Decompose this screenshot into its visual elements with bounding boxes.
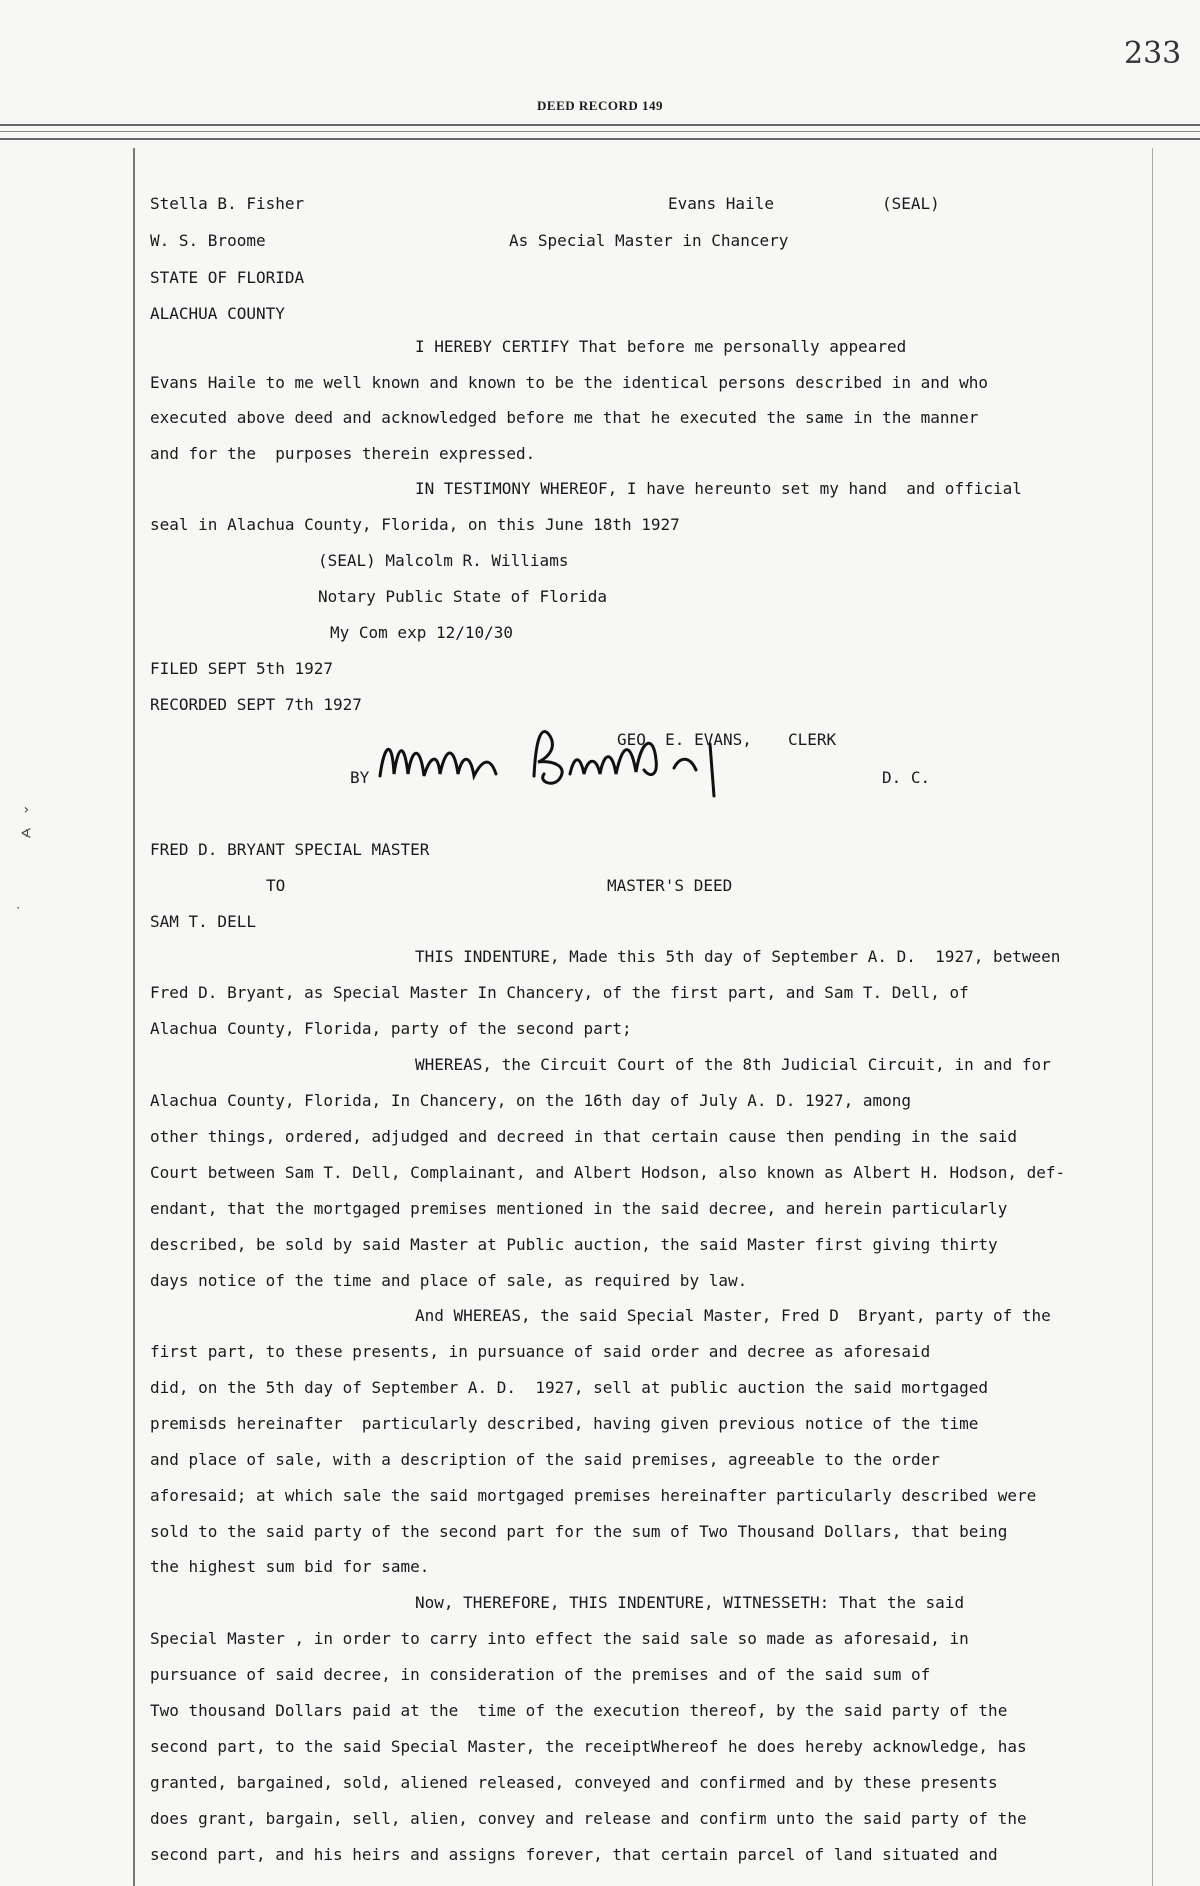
header-rule-middle	[0, 131, 1200, 132]
deed-text-line: the highest sum bid for same.	[150, 1557, 430, 1576]
deed-text-line: and for the purposes therein expressed.	[150, 444, 536, 463]
deed-text-line: SAM T. DELL	[150, 912, 256, 931]
deed-text-line: Notary Public State of Florida	[318, 587, 607, 606]
deed-text-line: W. S. Broome	[150, 231, 266, 250]
deed-text-line: first part, to these presents, in pursuance of said order and decree as aforesaid	[150, 1342, 931, 1361]
deed-text-line: executed above deed and acknowledged before me that he executed the same in the manner	[150, 408, 979, 427]
deed-text-line: FILED SEPT 5th 1927	[150, 659, 334, 678]
deed-text-line: described, be sold by said Master at Public auction, the said Master first giving thirty	[150, 1235, 998, 1254]
record-book-title: DEED RECORD 149	[537, 98, 663, 113]
deed-text-line: Now, THEREFORE, THIS INDENTURE, WITNESSETH: That the said	[415, 1593, 965, 1612]
deed-text-line: Alachua County, Florida, party of the second part;	[150, 1019, 632, 1038]
deed-text-line: THIS INDENTURE, Made this 5th day of September A. D. 1927, between	[415, 947, 1061, 966]
deed-text-line: second part, to the said Special Master, the receiptWhereof he does hereby acknowledge, has	[150, 1737, 1027, 1756]
deed-text-line: IN TESTIMONY WHEREOF, I have hereunto set my hand and official	[415, 479, 1022, 498]
deed-text-line: TO	[266, 876, 286, 895]
header-rule-bottom	[0, 138, 1200, 140]
deed-text-line: pursuance of said decree, in consideration of the premises and of the said sum of	[150, 1665, 931, 1684]
deed-text-line: I HEREBY CERTIFY That before me personally appeared	[415, 337, 907, 356]
margin-mark: ˙	[14, 906, 23, 922]
deed-text-line: As Special Master in Chancery	[509, 231, 789, 250]
margin-mark: ›	[22, 802, 31, 818]
deed-text-line: Alachua County, Florida, In Chancery, on the 16th day of July A. D. 1927, among	[150, 1091, 911, 1110]
left-margin-rule	[133, 148, 135, 1886]
right-margin-rule	[1152, 148, 1153, 1886]
deed-text-line: Fred D. Bryant, as Special Master In Chancery, of the first part, and Sam T. Dell, of	[150, 983, 969, 1002]
deed-text-line: aforesaid; at which sale the said mortgaged premises hereinafter particularly described were	[150, 1486, 1037, 1505]
deed-text-line: MASTER'S DEED	[607, 876, 733, 895]
deed-text-line: Stella B. Fisher	[150, 194, 305, 213]
deed-text-line: And WHEREAS, the said Special Master, Fred D Bryant, party of the	[415, 1306, 1051, 1325]
deed-text-line: RECORDED SEPT 7th 1927	[150, 695, 362, 714]
deed-text-line: premisds hereinafter particularly described, having given previous notice of the time	[150, 1414, 979, 1433]
deed-text-line: and place of sale, with a description of the said premises, agreeable to the order	[150, 1450, 940, 1469]
deed-text-line: sold to the said party of the second part for the sum of Two Thousand Dollars, that being	[150, 1522, 1008, 1541]
deed-text-line: Evans Haile	[668, 194, 774, 213]
deed-text-line: second part, and his heirs and assigns forever, that certain parcel of land situated and	[150, 1845, 998, 1864]
deed-text-line: does grant, bargain, sell, alien, convey and release and confirm unto the said party of the	[150, 1809, 1027, 1828]
deed-text-line: (SEAL)	[882, 194, 940, 213]
deed-text-line: (SEAL) Malcolm R. Williams	[318, 551, 569, 570]
deed-text-line: FRED D. BRYANT SPECIAL MASTER	[150, 840, 430, 859]
header-rule-top	[0, 124, 1200, 126]
deed-text-line: Evans Haile to me well known and known to be the identical persons described in and who	[150, 373, 989, 392]
deed-text-line: D. C.	[882, 768, 931, 787]
deed-text-line: granted, bargained, sold, aliened released, conveyed and confirmed and by these presents	[150, 1773, 998, 1792]
deed-text-line: ALACHUA COUNTY	[150, 304, 285, 323]
deed-text-line: other things, ordered, adjudged and decreed in that certain cause then pending in the said	[150, 1127, 1017, 1146]
deed-text-line: did, on the 5th day of September A. D. 1927, sell at public auction the said mortgaged	[150, 1378, 989, 1397]
deed-text-line: endant, that the mortgaged premises mentioned in the said decree, and herein particularly	[150, 1199, 1008, 1218]
deed-text-line: CLERK	[788, 730, 837, 749]
deed-text-line: My Com exp 12/10/30	[330, 623, 514, 642]
deed-text-line: seal in Alachua County, Florida, on this June 18th 1927	[150, 515, 680, 534]
deed-text-line: WHEREAS, the Circuit Court of the 8th Judicial Circuit, in and for	[415, 1055, 1051, 1074]
deed-text-line: STATE OF FLORIDA	[150, 268, 305, 287]
deed-text-line: Special Master , in order to carry into effect the said sale so made as aforesaid, in	[150, 1629, 969, 1648]
deed-text-line: Two thousand Dollars paid at the time of the execution thereof, by the said party of the	[150, 1701, 1008, 1720]
deed-text-line: BY	[350, 768, 370, 787]
handwritten-signature	[374, 716, 774, 806]
deed-text-line: days notice of the time and place of sale, as required by law.	[150, 1271, 748, 1290]
page-number: 233	[1124, 36, 1182, 71]
margin-mark: ∢	[20, 826, 32, 842]
deed-text-line: GEO. E. EVANS,	[617, 730, 752, 749]
deed-text-line: Court between Sam T. Dell, Complainant, and Albert Hodson, also known as Albert H. Hodson, def-	[150, 1163, 1066, 1182]
